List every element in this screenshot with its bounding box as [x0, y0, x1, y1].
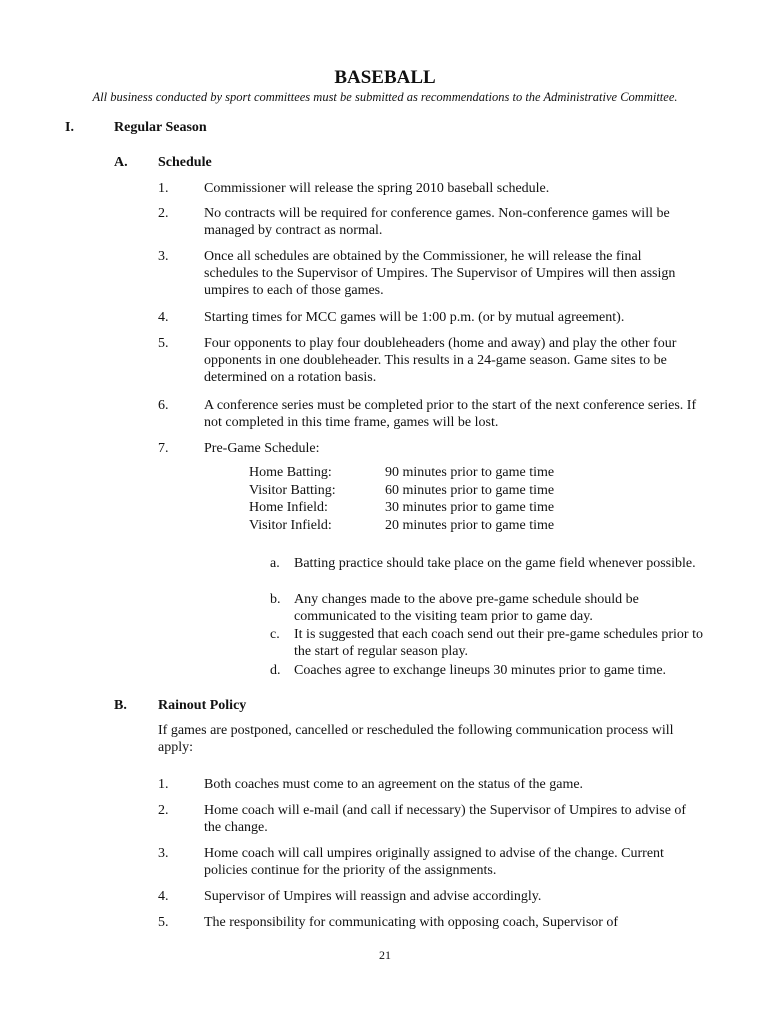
document-subtitle: All business conducted by sport committees must be submitted as recommendations to the Administrative Committee.: [92, 90, 678, 104]
note-letter: a.: [270, 556, 280, 571]
pregame-value: 20 minutes prior to game time: [385, 517, 555, 533]
item-text: Once all schedules are obtained by the Commissioner, he will release the final schedules to the Supervisor of Umpires. The Supervisor of Umpires will then assign umpires to each of those games.: [204, 249, 676, 298]
item-number: 2.: [158, 803, 169, 818]
note-letter: d.: [270, 663, 281, 678]
pregame-label: Home Infield:: [249, 500, 328, 515]
subsection-letter-b: B.: [114, 698, 127, 713]
document-title: BASEBALL: [334, 67, 436, 88]
pregame-row: [249, 517, 589, 535]
item-text: Both coaches must come to an agreement on the status of the game.: [204, 777, 584, 792]
pregame-schedule-table: [249, 464, 589, 534]
item-number: 1.: [158, 181, 169, 196]
subsection-title-rainout: Rainout Policy: [158, 698, 247, 713]
pregame-value: 90 minutes prior to game time: [385, 465, 555, 480]
item-number: 6.: [158, 398, 169, 413]
pregame-value: 60 minutes prior to game time: [385, 482, 555, 498]
note-text: Coaches agree to exchange lineups 30 minutes prior to game time.: [294, 663, 667, 678]
item-number: 4.: [158, 310, 169, 325]
note-text: Batting practice should take place on the game field whenever possible.: [294, 556, 696, 571]
pregame-row: [249, 482, 589, 500]
item-number: 7.: [158, 441, 169, 456]
rainout-intro: If games are postponed, cancelled or rescheduled the following communication process will apply:: [158, 723, 674, 755]
pregame-value: 30 minutes prior to game time: [385, 500, 555, 515]
item-number: 5.: [158, 915, 169, 930]
item-text: Four opponents to play four doubleheaders (home and away) and play the other four opponents in one doubleheader. This results in a 24-game season. Game sites to be determined on a rotation basis.: [204, 336, 677, 385]
item-text: Supervisor of Umpires will reassign and advise accordingly.: [204, 889, 542, 904]
subsection-title-schedule: Schedule: [158, 155, 212, 170]
item-number: 5.: [158, 336, 169, 351]
note-letter: b.: [270, 592, 281, 607]
item-text: Commissioner will release the spring 2010 baseball schedule.: [204, 181, 550, 196]
item-number: 4.: [158, 889, 169, 904]
note-letter: c.: [270, 627, 280, 642]
item-number: 3.: [158, 846, 169, 861]
item-number: 2.: [158, 206, 169, 221]
note-text: It is suggested that each coach send out their pre-game schedules prior to the start of regular season play.: [294, 627, 703, 659]
item-text: No contracts will be required for conference games. Non-conference games will be managed by contract as normal.: [204, 206, 670, 238]
pregame-label: Home Batting:: [249, 465, 332, 480]
section-number: I.: [65, 120, 74, 135]
note-text: Any changes made to the above pre-game schedule should be communicated to the visiting team prior to game day.: [294, 592, 639, 624]
item-number: 3.: [158, 249, 169, 264]
item-text: Home coach will e-mail (and call if necessary) the Supervisor of Umpires to advise of the change.: [204, 803, 687, 835]
page-number: 21: [379, 948, 391, 962]
item-text: A conference series must be completed prior to the start of the next conference series. If not completed in this time frame, games will be lost.: [204, 398, 697, 430]
pregame-label: Visitor Batting:: [249, 482, 336, 498]
pregame-label: Visitor Infield:: [249, 517, 332, 533]
item-text: Starting times for MCC games will be 1:00 p.m. (or by mutual agreement).: [204, 310, 625, 325]
item-text: Home coach will call umpires originally assigned to advise of the change. Current policies continue for the priority of the assignments.: [204, 846, 664, 878]
section-title: Regular Season: [114, 120, 207, 135]
item-text: The responsibility for communicating with opposing coach, Supervisor of: [204, 915, 619, 930]
pregame-row: [249, 464, 589, 482]
subsection-letter-a: A.: [114, 155, 128, 170]
item-number: 1.: [158, 777, 169, 792]
item-text: Pre-Game Schedule:: [204, 441, 320, 456]
pregame-row: [249, 499, 589, 517]
